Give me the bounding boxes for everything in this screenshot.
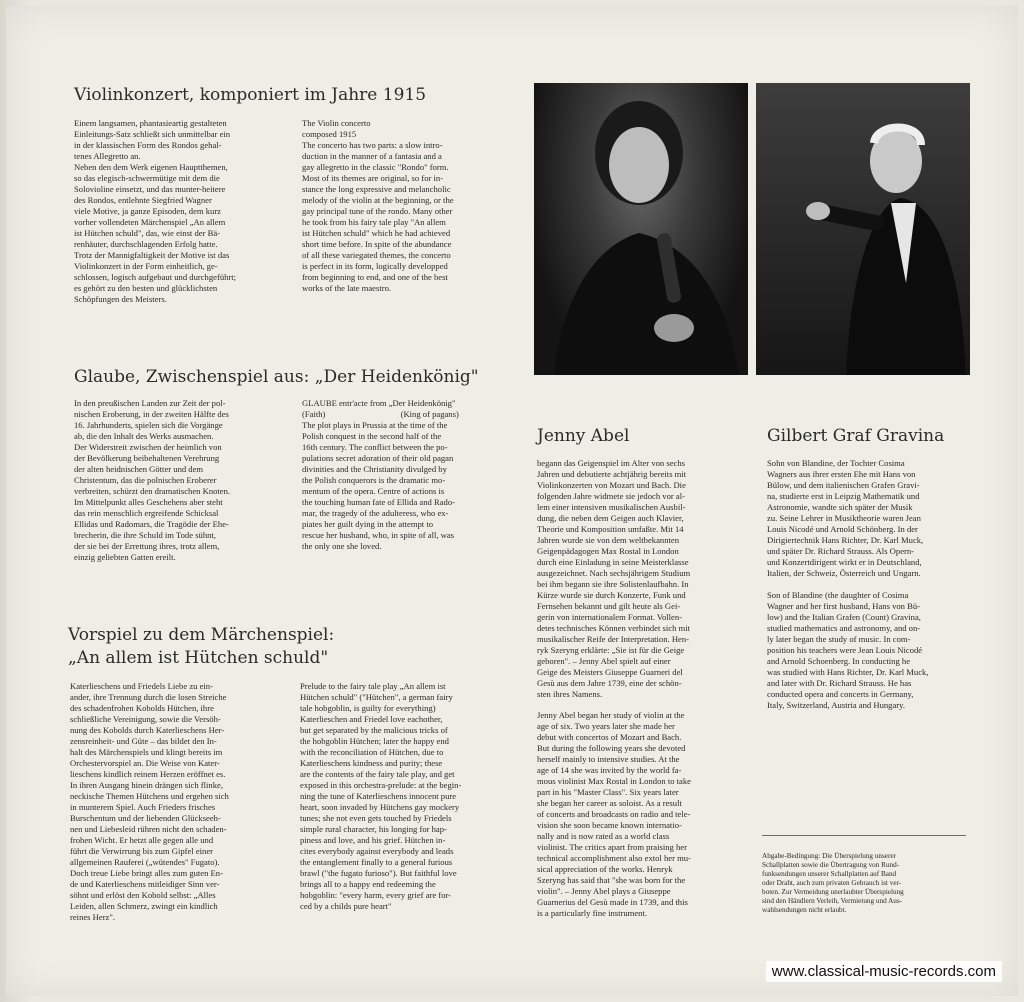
heading-glaube: Glaube, Zwischenspiel aus: „Der Heidenkönig" <box>74 367 479 387</box>
text-conditions: Abgabe-Bedingung: Die Überspielung unserer Schallplatten sowie die Übertragung von Rund- funksendungen unserer Schallplatten auf Band oder Draht, auch zum privaten Gebrauch ist ver- boten. Zur Vermeidung unerlaubter Überspielung sind den Händlern Verleih, Vermietung und Aus- wahlsendungen nicht erlaubt. <box>762 852 904 914</box>
portrait-violinist-icon <box>534 83 748 375</box>
heading-gilbert-gravina: Gilbert Graf Gravina <box>767 426 945 446</box>
watermark-url: www.classical-music-records.com <box>766 961 1002 982</box>
text-violin-concerto-english: The Violin concerto composed 1915 The concerto has two parts: a slow intro- duction in the manner of a fantasia and a gay allegretto in the classic "Rondo" form. Most of its themes are original, so for in- stance the long expressive and melancholic melody of the violin at the beginning, or the gay principal tune of the rondo. Many other he took from his fairy tale play "An allem ist Hütchen schuld" which he had achieved short time before. In spite of the abundance of all these variegated themes, the concerto is perfect in its form, logically developped from beginning to end, and one of the best works of the late maestro. <box>302 118 454 293</box>
text-gravina-english: Son of Blandine (the daughter of Cosima Wagner and her first husband, Hans von Bü- low) and the Italian Grafen (Count) Gravina, studied mathematics and astronomy, and on- ly later began the study of music. In com- position his teachers were Jean Louis Nicodé and Arnold Schoenberg. In conducting he was studied with Hans Richter, Dr. Karl Muck, and later with Dr. Richard Strauss. He has conducted opera and concerts in Germany, Italy, Switzerland, Austria and Hungary. <box>767 590 929 710</box>
text-glaube-english: The plot plays in Prussia at the time of the Polish conquest in the second half of the 16th century. The conflict between the po- pulations secret adoration of their old pagan divinities and the Christianity divulged by the Polish conquerors is the dramatic mo- mentum of the opera. Centre of actions is the touching human fate of Ellida and Rado- mar, the tragedy of the adulteress, who ex- piates her guilt dying in the attempt to rescue her husband, who, in spite of all, was the only one she loved. <box>302 420 455 551</box>
text-vorspiel-german: Katerlieschens und Friedels Liebe zu ein- ander, ihre Trennung durch die losen Streiche des schadenfrohen Kobolds Hütchen, ihre schließliche Vereinigung, sowie die Versöh- nung des Kobolds durch Katerlieschens Her- zensreinheit- und Güte – das bildet den In- halt des Märchenspiels und klingt bereits im Orchestervorspiel an. Die Weise von Kater- lieschens kindlich reinem Herzen eröffnet es. In ihren Ausgang hinein drängen sich flinke, neckische Themen Hütchens und ergehen sich in munterem Spiel. Auch Frieders frisches Burschentum und der liebenden Glückseeh- nen und Liebesleid rühren nicht den schaden- frohen Wicht. Er hetzt alle gegen alle und führt die Verwirrung bis zum Gipfel einer allgemeinen Rauferei („wütendes" Fugato). Doch treue Liebe bringt alles zum guten En- de und Katerlieschens mitleidiger Sinn ver- söhnt und erlöst den Kobold selbst: „Alles Leiden, allen Schmerz, zwingt ein kindlich reines Herz". <box>70 681 229 922</box>
portrait-conductor-icon <box>756 83 970 375</box>
text-glaube-title-de: GLAUBE entr'acte from „Der Heidenkönig" <box>302 398 456 408</box>
heading-vorspiel-line2: „An allem ist Hütchen schuld" <box>68 648 329 668</box>
photo-gilbert-gravina <box>756 83 970 375</box>
text-jenny-german: begann das Geigenspiel im Alter von sechs Jahren und debutierte achtjährig bereits mit Violinkonzerten von Mozart und Bach. Die folgenden Jahre widmete sie jedoch vor al- lem einer intensiven musikalischen Ausbil- dung, die neben dem Geigen auch Klavier, Theorie und Komposition umfaßte. Mit 14 Jahren wurde sie von dem weltbekannten Geigenpädagogen Max Rostal in London durch eine Einladung in seine Meisterklasse ausgezeichnet. Nach sechsjährigem Studium bei ihm begann sie ihre Solistenlaufbahn. In Kürze wurde sie durch Konzerte, Funk und Fernsehen bekannt und gilt heute als Gei- gerin von internationalem Format. Vollen- detes technisches Können verbindet sich mit musikalischer Reife der Interpretation. Hen- ryk Szeryng erklärte: „Sie ist für die Geige geboren". – Jenny Abel spielt auf einer Geige des Meisters Giuseppe Guarneri del Gesù aus dem Jahre 1739, eine der schön- sten ihres Namens. <box>537 458 691 699</box>
heading-jenny-abel: Jenny Abel <box>537 426 630 446</box>
heading-violin-concerto: Violinkonzert, komponiert im Jahre 1915 <box>74 85 427 105</box>
text-gravina-german: Sohn von Blandine, der Tochter Cosima Wagners aus ihrer ersten Ehe mit Hans von Bülow, und dem italienischen Grafen Gravi- na, studierte erst in Leipzig Mathematik und Astronomie, wandte sich später der Musik zu. Seine Lehrer in Musiktheorie waren Jean Louis Nicodé und Arnold Schönberg. In der Dirigiertechnik Hans Richter, Dr. Karl Muck, und später Dr. Richard Strauss. Als Opern- und Konzertdirigent wirkt er in Deutschland, Italien, der Schweiz, Österreich und Ungarn. <box>767 458 924 578</box>
text-violin-concerto-german: Einem langsamen, phantasieartig gestalteten Einleitungs-Satz schließt sich unmittelbar ein in der klassischen Form des Rondos gehal- tenes Allegretto an. Neben den dem Werk eigenen Hauptthemen, so das elegisch-schwermütige mit dem die Solovioline einsetzt, und das munter-heitere des Rondos, entlehnte Siegfried Wagner viele Motive, ja ganze Episoden, dem kurz vorher vollendeten Märchenspiel „An allem ist Hütchen schuld", das, wie einst der Bä- renhäuter, durchschlagenden Erfolg hatte. Trotz der Mannigfaltigkeit der Motive ist das Violinkonzert in der Form einheitlich, ge- schlossen, logisch aufgebaut und durchgeführt; es gehört zu den besten und glücklichsten Schöpfungen des Meisters. <box>74 118 237 304</box>
text-vorspiel-english: Prelude to the fairy tale play „An allem ist Hütchen schuld" ("Hütchen", a german fairy tale hobgoblin, is guilty for everything) Katerlieschen and Friedel love eachother, but get separated by the malicious tricks of the hobgoblin Hütchen; later the happy end with the reconciliation of Hütchen, due to Katerlieschens kindness and purity; these are the contents of the fairy tale play, and get exposed in this orchestra-prelude: at the begin- ning the tune of Katerlieschens innocent pure heart, soon invaded by Hütchens gay mockery tunes; she not even gets touched by Friedels simple rural character, his longing for hap- piness and love, and his grief. Hütchen in- cites everybody against everybody and leads the entanglement finally to a general furious brawl ("the fugato furioso"). But faithful love brings all to a happy end redeeming the hobgoblin: "every harm, every grief are for- ced by a childs pure heart" <box>300 681 462 911</box>
text-glaube-german: In den preußischen Landen zur Zeit der pol- nischen Eroberung, in der zweiten Hälfte des 16. Jahrhunderts, spielen sich die Vorgänge ab, die den Inhalt des Werks ausmachen. Der Widerstreit zwischen der heimlich von der Bevölkerung beibehaltenen Verehrung der alten heidnischen Götter und dem Christentum, das die polnischen Eroberer verbreiten, schürzt den dramatischen Knoten. Im Mittelpunkt alles Geschehens aber steht das rein menschlich ergreifende Schicksal Ellidas und Radomars, die Tragödie der Ehe- brecherin, die ihre Schuld im Tode sühnt, der sie bei der Errettung ihres, trotz allem, einzig geliebten Gatten ereilt. <box>74 398 231 562</box>
text-glaube-title-en: (Faith) (King of pagans) <box>302 409 459 419</box>
heading-vorspiel-line1: Vorspiel zu dem Märchenspiel: <box>68 625 335 645</box>
photo-jenny-abel <box>534 83 748 375</box>
text-jenny-english: Jenny Abel began her study of violin at the age of six. Two years later she made her debut with concertos of Mozart and Bach. But during the following years she devoted herself mainly to intensive studies. At the age of 14 she was invited by the world fa- mous violinist Max Rostal in London to take part in his "Master Class". Six years later she began her career as soloist. As a result of concerts and broadcasts on radio and tele- vision she soon became known internatio- nally and is now rated as a world class violinist. The critics apart from praising her technical accomplishment also extol her mu- sical appreciation of the works. Henryk Szeryng has said that "she was born for the violin". – Jenny Abel plays a Giuseppe Guarnerius del Gesù made in 1739, and this is a particularly fine instrument. <box>537 710 691 918</box>
divider-line <box>762 835 966 836</box>
